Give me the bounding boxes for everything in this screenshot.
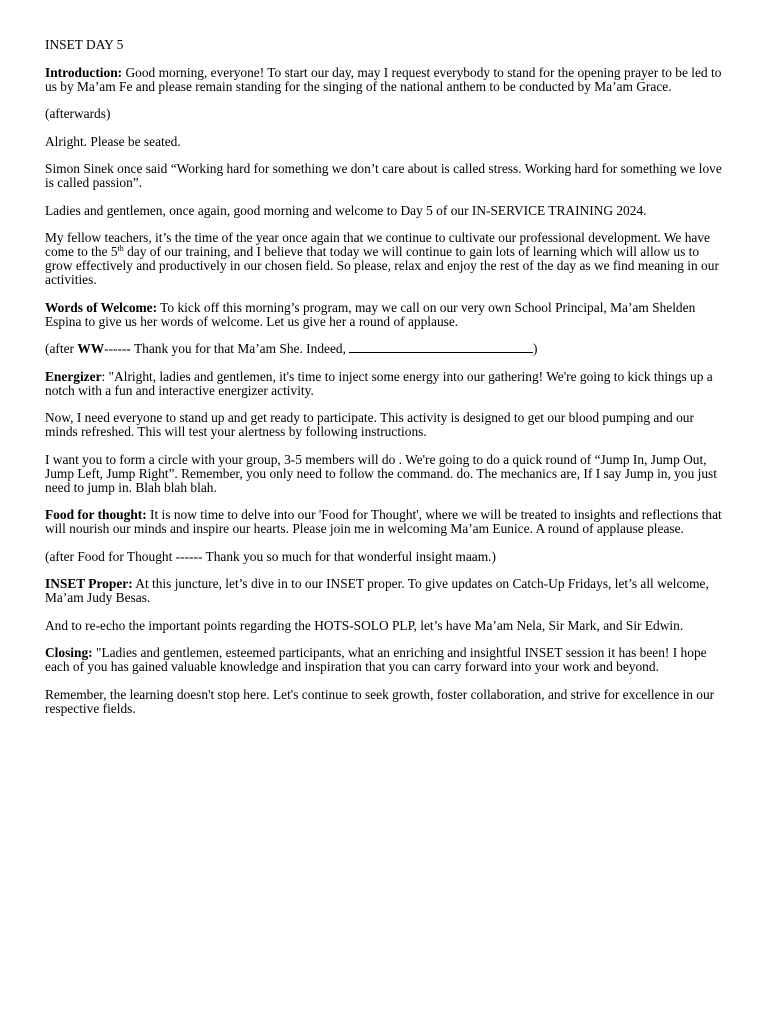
food-for-thought-text: It is now time to delve into our 'Food for Thought', where we will be treated to insights and reflections that will nourish our minds and inspire our hearts. Please join me in welcoming Ma’am Eunice. A round of applause please. (45, 507, 722, 537)
inset-proper-label: INSET Proper: (45, 576, 133, 592)
quote-paragraph: Simon Sinek once said “Working hard for something we don’t care about is called stress. Working hard for something we love is called passion”. (45, 161, 722, 191)
seated-line: Alright. Please be seated. (45, 133, 181, 149)
doc-title: INSET DAY 5 (45, 37, 124, 52)
inset-proper-paragraph (45, 577, 725, 605)
words-of-welcome-text: To kick off this morning’s program, may we call on our very own School Principal, Ma’am Shelden Espina to give us her words of welcome. Let us give her a round of applause. (45, 299, 696, 329)
stand-up-paragraph: Now, I need everyone to stand up and get ready to participate. This activity is designed to get our blood pumping and our minds refreshed. This will test your alertness by following instructions. (45, 410, 694, 440)
energizer-text: : "Alright, ladies and gentlemen, it's time to inject some energy into our gathering! We're going to kick things up a notch with a fun and interactive energizer activity. (45, 368, 713, 398)
after-ww-line (45, 342, 725, 356)
after-ww-text: ------ Thank you for that Ma’am She. Indeed, (104, 341, 346, 357)
closing-paragraph (45, 646, 725, 674)
ordinal-suffix: th (117, 244, 124, 254)
introduction-paragraph (45, 66, 725, 94)
fellow-teachers-paragraph (45, 231, 725, 287)
after-ww-prefix: (after (45, 341, 78, 357)
afterwards-note: (afterwards) (45, 106, 111, 122)
after-ww-bold: WW (77, 341, 105, 357)
food-for-thought-label: Food for thought: (45, 507, 147, 523)
food-for-thought-paragraph (45, 508, 725, 536)
fellow-text-before: My fellow teachers, it’s the time of the year once again that we continue to cultivate our professional development. We have come to the 5 (45, 230, 711, 260)
after-food-line: (after Food for Thought ------ Thank you so much for that wonderful insight maam.) (45, 548, 496, 564)
introduction-text: Good morning, everyone! To start our day, may I request everybody to stand for the opening prayer to be led to us by Ma’am Fe and please remain standing for the singing of the national anthem to be conducted by Ma’am Grace. (45, 64, 722, 94)
hots-paragraph: And to re-echo the important points regarding the HOTS-SOLO PLP, let’s have Ma’am Nela, Sir Mark, and Sir Edwin. (45, 617, 684, 633)
remember-paragraph: Remember, the learning doesn't stop here. Let's continue to seek growth, foster collaboration, and strive for excellence in our respective fields. (45, 686, 715, 716)
words-of-welcome-paragraph (45, 301, 725, 329)
energizer-paragraph (45, 370, 725, 398)
fellow-text-after: day of our training, and I believe that today we will continue to gain lots of learning which will allow us to grow effectively and productively in our chosen field. So please, relax and enjoy the rest of the day as we find meaning in our activities. (45, 244, 719, 288)
inset-proper-text: At this juncture, let’s dive in to our INSET proper. To give updates on Catch-Up Fridays, let’s all welcome, Ma’am Judy Besas. (45, 576, 709, 606)
welcome-day-paragraph: Ladies and gentlemen, once again, good morning and welcome to Day 5 of our IN-SERVICE TRAINING 2024. (45, 202, 647, 218)
energizer-label: Energizer (45, 368, 102, 384)
document-page (45, 38, 725, 729)
closing-text: "Ladies and gentlemen, esteemed participants, what an enriching and insightful INSET session it has been! I hope each of you has gained valuable knowledge and inspiration that you can carry forward into your work and beyond. (45, 645, 707, 675)
words-of-welcome-label: Words of Welcome: (45, 299, 158, 315)
fill-in-blank-line (349, 342, 533, 353)
introduction-label: Introduction: (45, 64, 123, 80)
closing-label: Closing: (45, 645, 93, 661)
after-ww-close: ) (532, 341, 538, 357)
circle-paragraph: I want you to form a circle with your group, 3-5 members will do . We're going to do a quick round of “Jump In, Jump Out, Jump Left, Jump Right”. Remember, you only need to follow the command. do. The mechanics are, If I say Jump in, you just need to jump in. Blah blah blah. (45, 451, 717, 495)
